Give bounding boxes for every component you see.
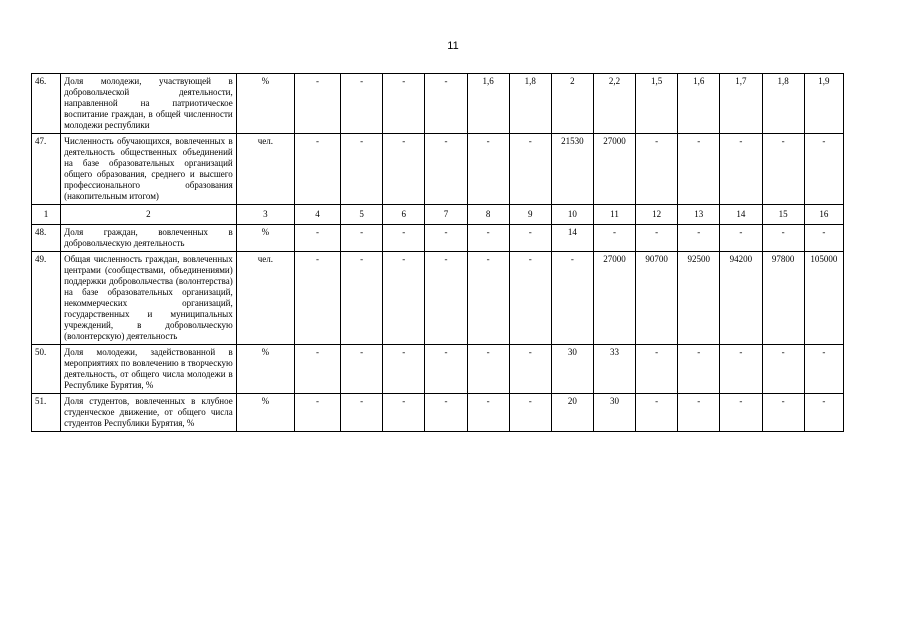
value-cell: -: [383, 394, 425, 432]
value-cell: -: [720, 345, 762, 394]
page-number: 11: [447, 40, 459, 52]
value-cell: -: [762, 134, 804, 205]
value-cell: -: [467, 252, 509, 345]
value-cell: -: [425, 134, 467, 205]
value-cell: -: [636, 394, 678, 432]
value-cell: -: [804, 225, 843, 252]
value-cell: -: [341, 225, 383, 252]
column-number: 7: [425, 205, 467, 225]
value-cell: 30: [593, 394, 635, 432]
column-number: 11: [593, 205, 635, 225]
value-cell: 1,7: [720, 74, 762, 134]
table-row: [32, 345, 844, 394]
column-number: 8: [467, 205, 509, 225]
unit-cell: чел.: [236, 252, 294, 345]
row-number: 46.: [32, 74, 61, 134]
indicator-name: Доля молодежи, задействованной в мероприятиях по вовлечению в творческую деятельность, от общего числа молодежи в Республике Бурятия, %: [61, 345, 237, 394]
value-cell: -: [593, 225, 635, 252]
row-number: 51.: [32, 394, 61, 432]
column-number: 13: [678, 205, 720, 225]
value-cell: -: [425, 74, 467, 134]
value-cell: 1,8: [762, 74, 804, 134]
value-cell: -: [425, 252, 467, 345]
value-cell: -: [509, 345, 551, 394]
value-cell: -: [678, 394, 720, 432]
indicator-name: Общая численность граждан, вовлеченных центрами (сообществами, объединениями) поддержки добровольчества (волонтерства) на базе образовательных организаций, некоммерческих организаций, государственных и муниципальных учреждений, в добровольческую (волонтерскую) деятельность: [61, 252, 237, 345]
value-cell: -: [383, 225, 425, 252]
value-cell: 92500: [678, 252, 720, 345]
table-row: [32, 252, 844, 345]
value-cell: -: [341, 252, 383, 345]
value-cell: -: [341, 394, 383, 432]
value-cell: -: [720, 225, 762, 252]
indicator-name: Доля граждан, вовлеченных в добровольческую деятельность: [61, 225, 237, 252]
value-cell: 21530: [551, 134, 593, 205]
column-number-row-group: [32, 205, 844, 225]
column-number: 12: [636, 205, 678, 225]
column-number: 5: [341, 205, 383, 225]
value-cell: -: [341, 134, 383, 205]
value-cell: -: [467, 134, 509, 205]
value-cell: 1,6: [467, 74, 509, 134]
column-number-row: [32, 205, 844, 225]
column-number: 14: [720, 205, 762, 225]
value-cell: -: [294, 394, 340, 432]
indicators-table: [31, 73, 844, 432]
value-cell: -: [762, 394, 804, 432]
table-body-after: [32, 225, 844, 432]
value-cell: -: [425, 394, 467, 432]
value-cell: -: [294, 74, 340, 134]
unit-cell: %: [236, 225, 294, 252]
unit-cell: %: [236, 74, 294, 134]
value-cell: 30: [551, 345, 593, 394]
value-cell: 1,9: [804, 74, 843, 134]
value-cell: -: [720, 394, 762, 432]
value-cell: 2: [551, 74, 593, 134]
value-cell: 94200: [720, 252, 762, 345]
column-number: 3: [236, 205, 294, 225]
indicator-name: Доля молодежи, участвующей в добровольческой деятельности, направленной на патриотическое воспитание граждан, в общей численности молодежи республики: [61, 74, 237, 134]
value-cell: -: [509, 225, 551, 252]
indicator-name: Численность обучающихся, вовлеченных в деятельность общественных объединений на базе образовательных организаций общего образования, среднего и высшего профессионального образования (накопительным итогом): [61, 134, 237, 205]
table-row: [32, 225, 844, 252]
value-cell: -: [636, 345, 678, 394]
value-cell: -: [509, 252, 551, 345]
column-number: 15: [762, 205, 804, 225]
value-cell: -: [383, 74, 425, 134]
value-cell: -: [804, 134, 843, 205]
value-cell: 1,5: [636, 74, 678, 134]
table-body-before: [32, 74, 844, 205]
value-cell: 20: [551, 394, 593, 432]
row-number: 49.: [32, 252, 61, 345]
value-cell: -: [425, 345, 467, 394]
value-cell: -: [341, 345, 383, 394]
value-cell: 14: [551, 225, 593, 252]
value-cell: 97800: [762, 252, 804, 345]
value-cell: 1,8: [509, 74, 551, 134]
value-cell: -: [341, 74, 383, 134]
value-cell: -: [383, 134, 425, 205]
value-cell: -: [509, 394, 551, 432]
value-cell: -: [636, 134, 678, 205]
column-number: 4: [294, 205, 340, 225]
value-cell: -: [467, 394, 509, 432]
column-number: 2: [61, 205, 237, 225]
value-cell: -: [383, 252, 425, 345]
column-number: 16: [804, 205, 843, 225]
value-cell: 27000: [593, 134, 635, 205]
value-cell: 27000: [593, 252, 635, 345]
column-number: 9: [509, 205, 551, 225]
value-cell: -: [509, 134, 551, 205]
value-cell: -: [294, 252, 340, 345]
value-cell: -: [294, 225, 340, 252]
value-cell: 90700: [636, 252, 678, 345]
value-cell: -: [425, 225, 467, 252]
value-cell: -: [762, 345, 804, 394]
unit-cell: %: [236, 394, 294, 432]
row-number: 50.: [32, 345, 61, 394]
row-number: 48.: [32, 225, 61, 252]
value-cell: -: [467, 225, 509, 252]
value-cell: -: [678, 225, 720, 252]
value-cell: -: [383, 345, 425, 394]
value-cell: -: [678, 345, 720, 394]
table-row: [32, 134, 844, 205]
value-cell: -: [804, 345, 843, 394]
value-cell: -: [720, 134, 762, 205]
value-cell: -: [804, 394, 843, 432]
value-cell: 2,2: [593, 74, 635, 134]
unit-cell: чел.: [236, 134, 294, 205]
column-number: 6: [383, 205, 425, 225]
table-row: [32, 394, 844, 432]
value-cell: -: [762, 225, 804, 252]
column-number: 1: [32, 205, 61, 225]
unit-cell: %: [236, 345, 294, 394]
value-cell: 105000: [804, 252, 843, 345]
column-number: 10: [551, 205, 593, 225]
table-row: [32, 74, 844, 134]
value-cell: -: [294, 134, 340, 205]
indicator-name: Доля студентов, вовлеченных в клубное студенческое движение, от общего числа студентов Республики Бурятия, %: [61, 394, 237, 432]
row-number: 47.: [32, 134, 61, 205]
value-cell: -: [636, 225, 678, 252]
value-cell: -: [678, 134, 720, 205]
value-cell: 33: [593, 345, 635, 394]
value-cell: -: [467, 345, 509, 394]
value-cell: -: [551, 252, 593, 345]
value-cell: 1,6: [678, 74, 720, 134]
value-cell: -: [294, 345, 340, 394]
